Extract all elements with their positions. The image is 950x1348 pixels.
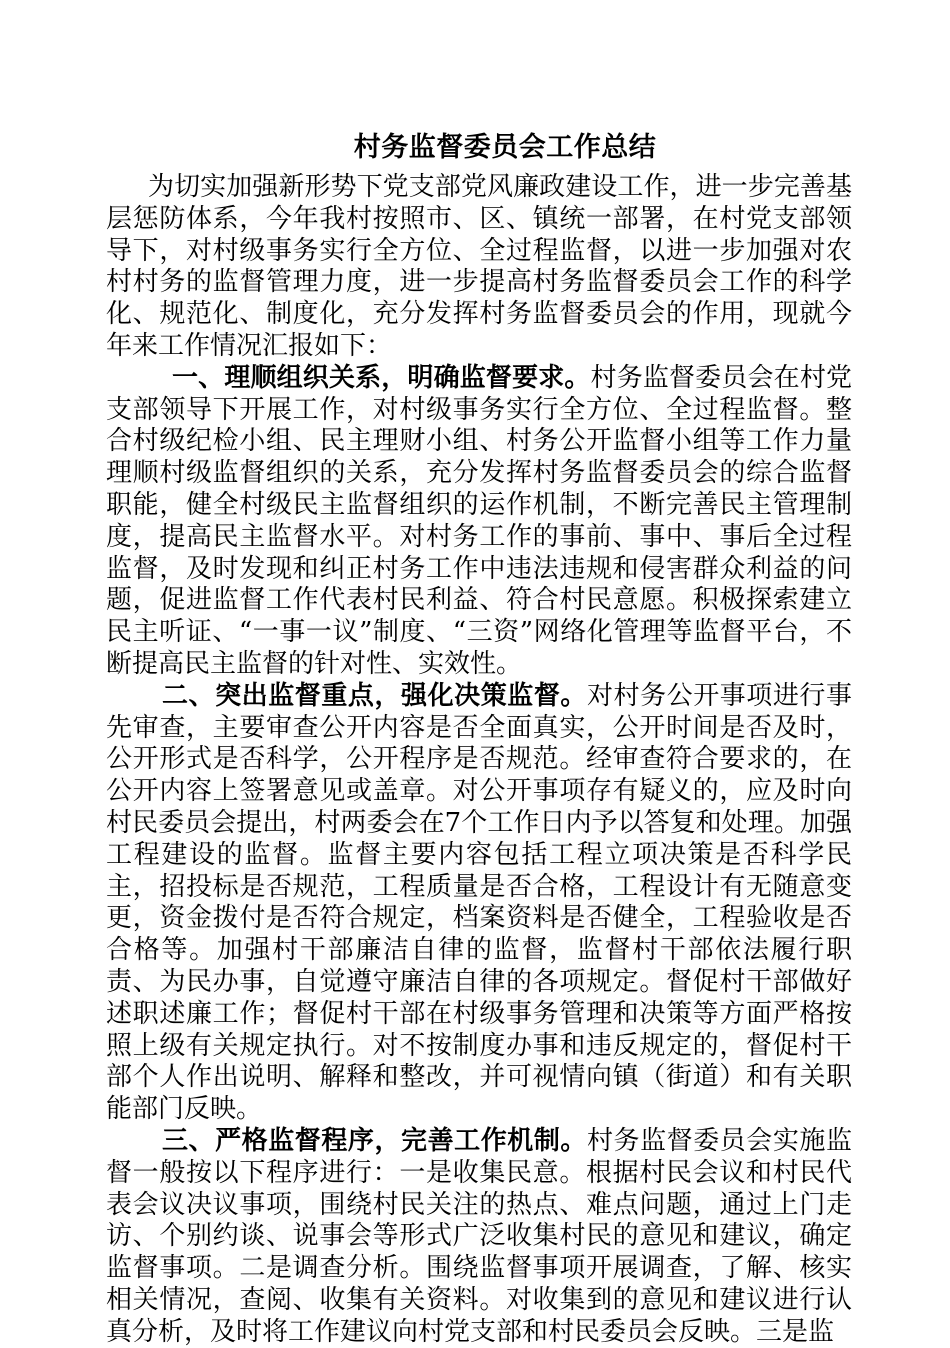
document-body [106, 172, 852, 1348]
document-title: 村务监督委员会工作总结 [353, 132, 657, 163]
intro-paragraph [106, 172, 852, 363]
section-text-1: 村务监督委员会在村党支部领导下开展工作，对村级事务实行全方位、全过程监督。整合村级纪检小组、民主理财小组、村务公开监督小组等工作力量理顺村级监督组织的关系，充分发挥村务监督委员会的综合监督职能，健全村级民主监督组织的运作机制，不断完善民主管理制度，提高民主监督水平。对村务工作的事前、事中、事后全过程监督，及时发现和纠正村务工作中违法违规和侵害群众利益的问题，促进监督工作代表村民利益、符合村民意愿。积极探索建立民主听证、“一事一议”制度、“三资”网络化管理等监督平台，不断提高民主监督的针对性、实效性。 [106, 362, 852, 679]
section-paragraph-2 [106, 681, 852, 1126]
section-heading-1: 一、理顺组织关系，明确监督要求。 [172, 362, 591, 393]
intro-text: 为切实加强新形势下党支部党风廉政建设工作，进一步完善基层惩防体系，今年我村按照市、区、镇统一部署，在村党支部领导下，对村级事务实行全方位、全过程监督，以进一步加强对农村村务的监督管理力度，进一步提高村务监督委员会工作的科学化、规范化、制度化，充分发挥村务监督委员会的作用，现就今年来工作情况汇报如下： [106, 172, 852, 361]
section-heading-2: 二、突出监督重点，强化决策监督。 [162, 680, 587, 711]
section-paragraph-1 [106, 363, 852, 681]
section-heading-3: 三、严格监督程序，完善工作机制。 [162, 1125, 587, 1156]
section-text-2: 对村务公开事项进行事先审查，主要审查公开内容是否全面真实，公开时间是否及时，公开形式是否科学，公开程序是否规范。经审查符合要求的，在公开内容上签署意见或盖章。对公开事项存有疑义的，应及时向村民委员会提出，村两委会在7个工作日内予以答复和处理。加强工程建设的监督。监督主要内容包括工程立项决策是否科学民主，招投标是否规范，工程质量是否合格，工程设计有无随意变更，资金拨付是否符合规定，档案资料是否健全，工程验收是否合格等。加强村干部廉洁自律的监督，监督村干部依法履行职责、为民办事，自觉遵守廉洁自律的各项规定。督促村干部做好述职述廉工作；督促村干部在村级事务管理和决策等方面严格按照上级有关规定执行。对不按制度办事和违反规定的，督促村干部个人作出说明、解释和整改，并可视情向镇（街道）和有关职能部门反映。 [106, 680, 852, 1125]
section-text-3: 村务监督委员会实施监督一般按以下程序进行：一是收集民意。根据村民会议和村民代表会议决议事项，围绕村民关注的热点、难点问题，通过上门走访、个别约谈、说事会等形式广泛收集村民的意见和建议，确定监督事项。二是调查分析。围绕监督事项开展调查，了解、核实相关情况，查阅、收集有关资料。对收集到的意见和建议进行认真分析，及时将工作建议向村党支部和村民委员会反映。三是监 [106, 1125, 852, 1347]
section-paragraph-3 [106, 1126, 852, 1348]
